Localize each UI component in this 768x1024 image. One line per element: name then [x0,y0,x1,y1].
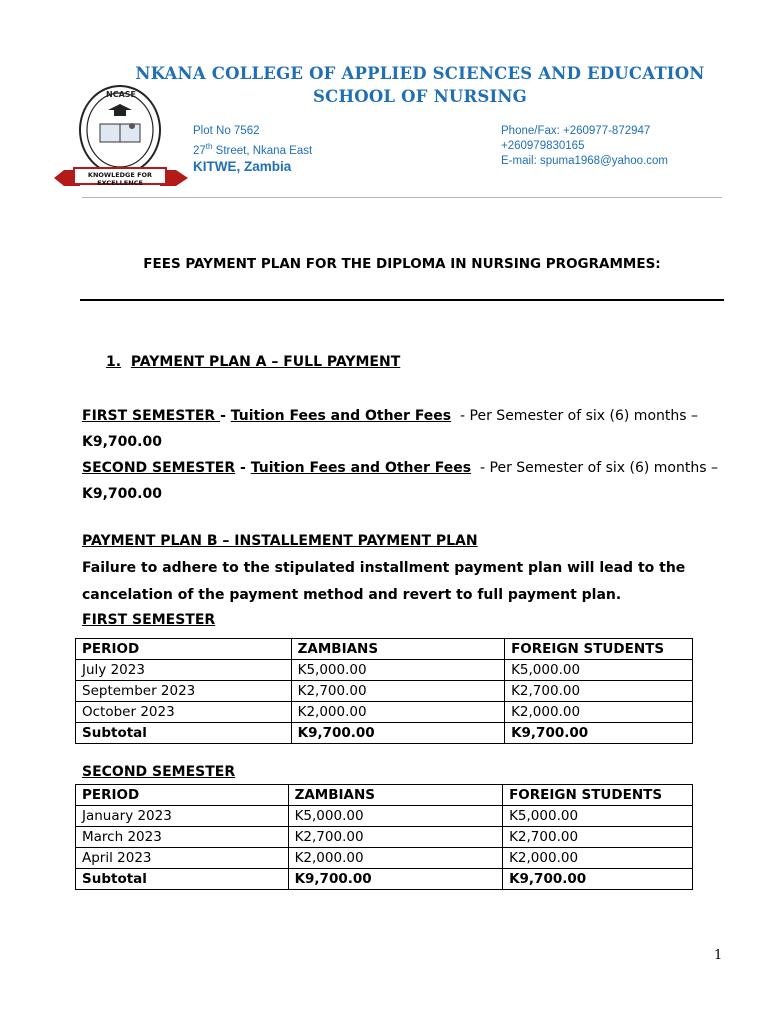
cell-period: October 2023 [76,702,292,723]
cell-foreign: K2,000.00 [505,702,693,723]
logo-arc-text: NCASE [106,90,136,99]
cell-zambians: K2,700.00 [291,681,504,702]
subtotal-zambians: K9,700.00 [291,723,504,744]
college-name: NKANA COLLEGE OF APPLIED SCIENCES AND EDUCATION [135,64,705,83]
header-foreign-students: FOREIGN STUDENTS [503,785,693,806]
header-zambians: ZAMBIANS [288,785,503,806]
cell-zambians: K2,000.00 [291,702,504,723]
subtotal-label: Subtotal [76,869,289,890]
contact-block [501,124,668,169]
second-semester-table [75,784,693,890]
table-row [76,681,693,702]
header-foreign-students: FOREIGN STUDENTS [505,639,693,660]
subtotal-foreign: K9,700.00 [503,869,693,890]
cell-period: March 2023 [76,827,289,848]
logo-motto: KNOWLEDGE FOR EXCELLENCE [87,171,153,187]
cell-zambians: K2,700.00 [288,827,503,848]
table-row [76,660,693,681]
cell-period: September 2023 [76,681,292,702]
cell-period: April 2023 [76,848,289,869]
page-number: 1 [714,948,723,963]
plan-a-second-amount: K9,700.00 [82,486,162,502]
plan-b-warning-line-2: cancelation of the payment method and revert to full payment plan. [82,587,622,603]
cell-period: January 2023 [76,806,289,827]
address-city: KITWE, Zambia [193,158,292,174]
plan-a-first-amount: K9,700.00 [82,434,162,450]
header-period: PERIOD [76,639,292,660]
address-street: 27th Street, Nkana East [193,142,313,157]
subtotal-row [76,723,693,744]
college-header [100,62,740,108]
table-header-row [76,785,693,806]
plan-a-second-semester: SECOND SEMESTER - Tuition Fees and Other Fees - Per Semester of six (6) months – [82,460,718,476]
table-row [76,848,693,869]
plan-b-warning-line-1: Failure to adhere to the stipulated installment payment plan will lead to the [82,560,686,576]
header-zambians: ZAMBIANS [291,639,504,660]
table-row [76,806,693,827]
cell-period: July 2023 [76,660,292,681]
plan-a-heading: 1. PAYMENT PLAN A – FULL PAYMENT [106,354,401,370]
plan-b-heading: PAYMENT PLAN B – INSTALLEMENT PAYMENT PLAN [82,533,478,549]
cell-foreign: K5,000.00 [505,660,693,681]
subtotal-zambians: K9,700.00 [288,869,503,890]
cell-foreign: K2,000.00 [503,848,693,869]
cell-foreign: K2,700.00 [505,681,693,702]
subtotal-foreign: K9,700.00 [505,723,693,744]
table-row [76,702,693,723]
table-header-row [76,639,693,660]
contact-phone: Phone/Fax: +260977-872947 [501,125,651,137]
cell-zambians: K5,000.00 [291,660,504,681]
header-divider [82,197,722,198]
address-plot: Plot No 7562 [193,125,260,137]
subtotal-label: Subtotal [76,723,292,744]
cell-zambians: K5,000.00 [288,806,503,827]
cell-zambians: K2,000.00 [288,848,503,869]
first-semester-table [75,638,693,744]
table-row [76,827,693,848]
subtotal-row [76,869,693,890]
header-period: PERIOD [76,785,289,806]
contact-phone-alt: +260979830165 [501,140,585,152]
contact-email[interactable]: E-mail: spuma1968@yahoo.com [501,155,669,167]
first-semester-label: FIRST SEMESTER [82,612,216,628]
address-block [193,124,312,174]
school-name: SCHOOL OF NURSING [313,87,527,106]
cell-foreign: K2,700.00 [503,827,693,848]
second-semester-label: SECOND SEMESTER [82,764,236,780]
plan-a-first-semester: FIRST SEMESTER - Tuition Fees and Other Fees - Per Semester of six (6) months – [82,408,698,424]
cell-foreign: K5,000.00 [503,806,693,827]
document-title: FEES PAYMENT PLAN FOR THE DIPLOMA IN NURSING PROGRAMMES: [143,256,661,272]
title-divider [80,299,724,301]
